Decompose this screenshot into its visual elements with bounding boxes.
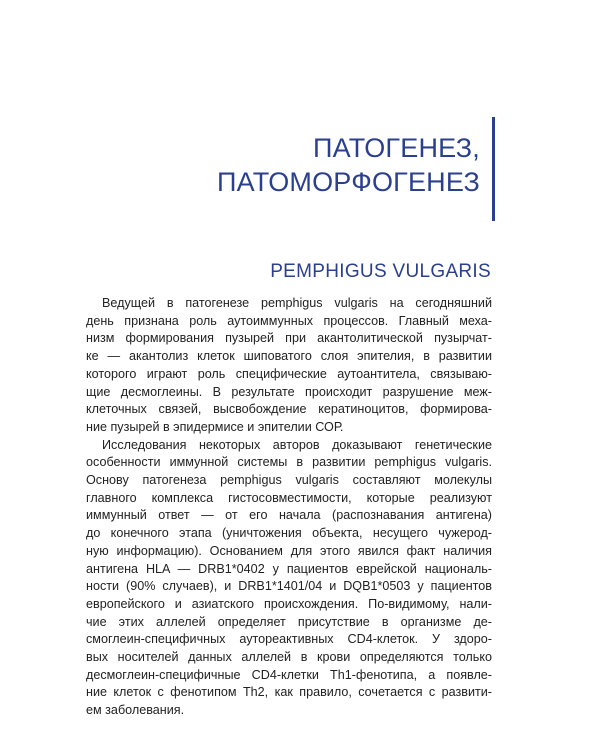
text-line: антигена HLA — DRB1*0402 у пациентов еврейской националь- xyxy=(86,561,492,576)
text-line: Исследования некоторых авторов доказывают генетические xyxy=(102,437,492,452)
text-line: ности (90% случаев), и DRB1*1401/04 и DQB1*0503 у пациентов xyxy=(86,579,492,594)
text-line: десмоглеин-специфичные CD4-клетки Th1-фенотипа, а появле- xyxy=(86,667,492,682)
text-line: вых носителей данных аллелей в крови определяются только xyxy=(86,650,492,665)
body-text xyxy=(86,295,492,720)
text-line: иммунный ответ — от его начала (распознавания антигена) xyxy=(86,508,492,523)
text-line: особенности иммунной системы в развитии pemphigus vulgaris. xyxy=(86,455,492,470)
section-title: PEMPHIGUS VULGARIS xyxy=(270,261,491,282)
text-line: смоглеин-специфичных аутореактивных CD4-клеток. У здоро- xyxy=(86,632,492,647)
paragraph xyxy=(86,295,492,437)
chapter-title-line: ПАТОГЕНЕЗ, xyxy=(313,133,480,163)
text-line: чие этих аллелей определяет присутствие в организме де- xyxy=(86,614,492,629)
chapter-heading-block xyxy=(217,117,495,221)
text-line: до конечного этапа (уничтожения объекта, несущего чужерод- xyxy=(86,526,492,541)
text-line: ную информацию). Основанием для этого явился факт наличия xyxy=(86,543,492,558)
text-line: щие десмоглеины. В результате происходит разрушение меж- xyxy=(86,384,492,399)
text-line: главного комплекса гистосовместимости, которые реализуют xyxy=(86,490,492,505)
text-line: ние клеток с фенотипом Th2, как правило, сочетается с развити- xyxy=(86,685,492,700)
text-line: низм формирования пузырей при акантолитической пузырчат- xyxy=(86,331,492,346)
chapter-title xyxy=(217,131,480,199)
text-line: которого играют роль специфические аутоантитела, связываю- xyxy=(86,366,492,381)
text-line: ке — акантолиз клеток шиповатого слоя эпителия, в развитии xyxy=(86,349,492,364)
chapter-title-line: ПАТОМОРФОГЕНЕЗ xyxy=(217,167,480,197)
paragraph xyxy=(86,437,492,720)
text-line: ем заболевания. xyxy=(86,703,185,718)
text-line: клеточных связей, высвобождение кератиноцитов, формирова- xyxy=(86,402,492,417)
text-line: европейского и азиатского происхождения. По-видимому, нали- xyxy=(86,596,492,611)
text-line: ние пузырей в эпидермисе и эпителии СОР. xyxy=(86,419,344,434)
text-line: Ведущей в патогенезе pemphigus vulgaris на сегодняшний xyxy=(102,296,492,310)
text-line: Основу патогенеза pemphigus vulgaris составляют молекулы xyxy=(86,473,492,488)
text-line: день признана роль аутоиммунных процессов. Главный меха- xyxy=(86,313,492,328)
